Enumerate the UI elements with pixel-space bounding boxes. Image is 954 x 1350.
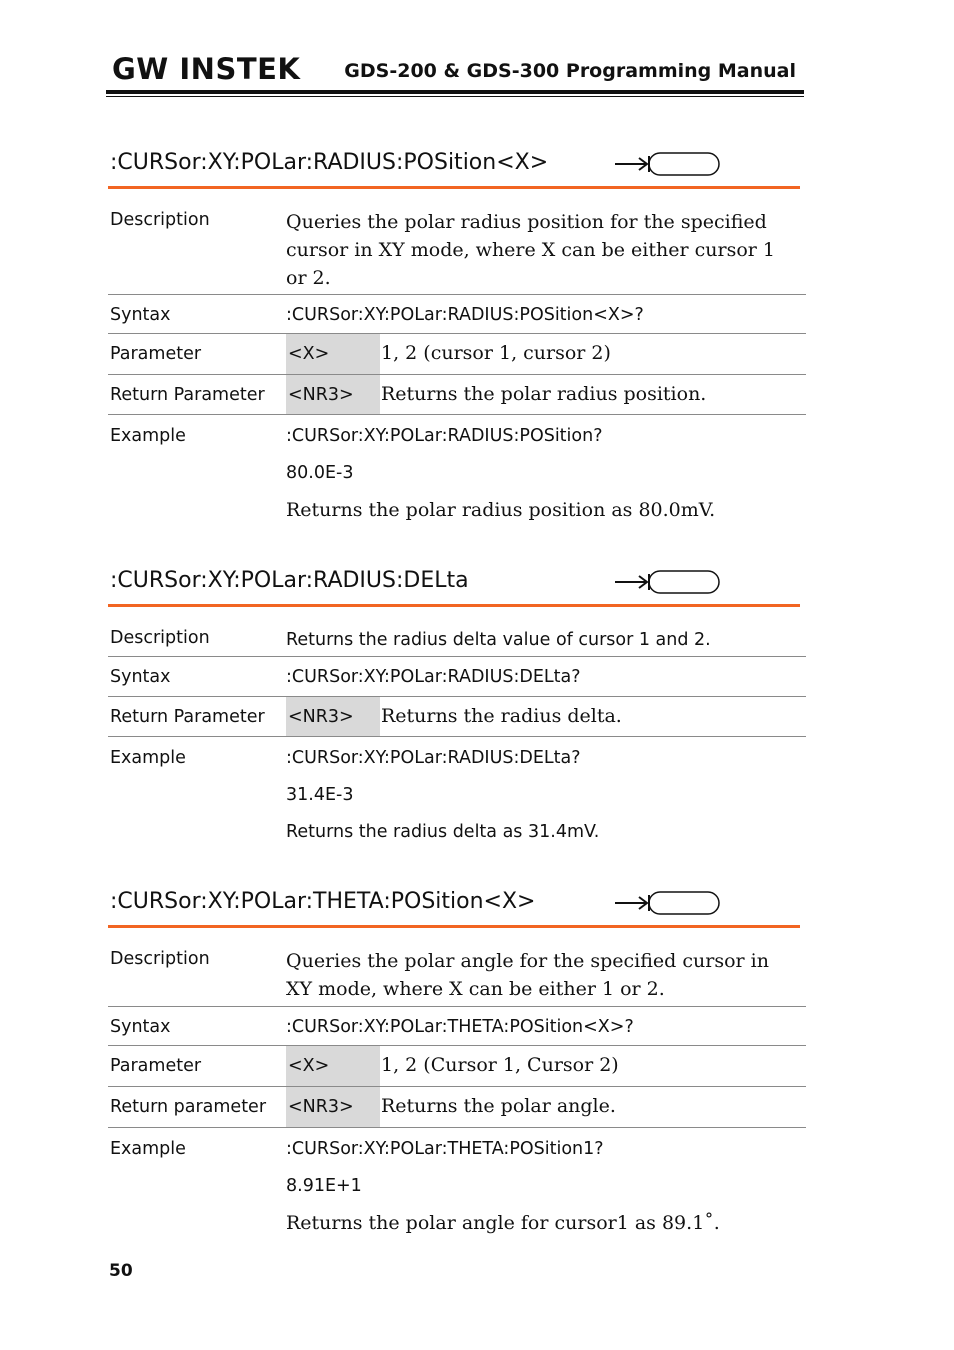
description-label: Description bbox=[110, 628, 210, 648]
example-label: Example bbox=[110, 1139, 186, 1159]
header-rule-thick bbox=[106, 90, 804, 94]
description-text: Returns the radius delta value of cursor 1 and 2. bbox=[286, 630, 711, 650]
page-number: 50 bbox=[109, 1261, 133, 1281]
syntax-row bbox=[108, 657, 806, 697]
example-command: :CURSor:XY:POLar:RADIUS:DELta? bbox=[286, 748, 581, 768]
manual-title: GDS-200 & GDS-300 Programming Manual bbox=[344, 60, 796, 82]
command-title: :CURSor:XY:POLar:THETA:POSition<X> bbox=[110, 889, 536, 914]
parameter-label: Parameter bbox=[110, 1056, 202, 1076]
return-desc: Returns the polar radius position. bbox=[381, 383, 707, 405]
command-section-radius-delta bbox=[108, 568, 806, 853]
syntax-row bbox=[108, 295, 806, 334]
syntax-row bbox=[108, 1007, 806, 1046]
description-text: Queries the polar radius position for the specified cursor in XY mode, where X can be either cursor 1 or 2. bbox=[286, 211, 775, 289]
return-type-cell bbox=[286, 1087, 380, 1127]
description-row bbox=[108, 943, 806, 1007]
return-row bbox=[108, 1087, 806, 1128]
description-row bbox=[108, 204, 806, 295]
example-value: 8.91E+1 bbox=[286, 1176, 362, 1196]
description-row bbox=[108, 622, 806, 657]
example-description: Returns the radius delta as 31.4mV. bbox=[286, 822, 600, 842]
syntax-label: Syntax bbox=[110, 667, 171, 687]
parameter-type: <X> bbox=[288, 1056, 330, 1076]
parameter-row bbox=[108, 1046, 806, 1087]
command-section-radius-position bbox=[108, 150, 806, 530]
return-type-cell bbox=[286, 697, 380, 736]
query-arrow-icon bbox=[615, 891, 721, 915]
header-rule-thin bbox=[106, 96, 804, 97]
return-label: Return Parameter bbox=[110, 385, 265, 405]
parameter-type: <X> bbox=[288, 344, 330, 364]
syntax-text: :CURSor:XY:POLar:RADIUS:DELta? bbox=[286, 667, 581, 687]
command-section-theta-position bbox=[108, 889, 806, 1244]
example-row bbox=[108, 1128, 806, 1244]
parameter-type-cell bbox=[286, 334, 380, 374]
section-underline bbox=[108, 604, 800, 607]
syntax-text: :CURSor:XY:POLar:THETA:POSition<X>? bbox=[286, 1017, 634, 1037]
example-row bbox=[108, 415, 806, 530]
command-title: :CURSor:XY:POLar:RADIUS:DELta bbox=[110, 568, 469, 593]
parameter-desc: 1, 2 (Cursor 1, Cursor 2) bbox=[381, 1054, 619, 1076]
syntax-text: :CURSor:XY:POLar:RADIUS:POSition<X>? bbox=[286, 305, 644, 325]
return-type: <NR3> bbox=[288, 385, 354, 405]
return-label: Return parameter bbox=[110, 1097, 267, 1117]
command-title: :CURSor:XY:POLar:RADIUS:POSition<X> bbox=[110, 150, 549, 175]
return-row bbox=[108, 697, 806, 737]
example-value: 80.0E-3 bbox=[286, 463, 354, 483]
query-arrow-icon bbox=[615, 152, 721, 176]
return-desc: Returns the radius delta. bbox=[381, 705, 622, 727]
example-label: Example bbox=[110, 426, 186, 446]
example-command: :CURSor:XY:POLar:THETA:POSition1? bbox=[286, 1139, 604, 1159]
example-value: 31.4E-3 bbox=[286, 785, 354, 805]
example-description: Returns the polar radius position as 80.0mV. bbox=[286, 499, 716, 521]
example-command: :CURSor:XY:POLar:RADIUS:POSition? bbox=[286, 426, 603, 446]
section-underline bbox=[108, 925, 800, 928]
parameter-type-cell bbox=[286, 1046, 380, 1086]
return-desc: Returns the polar angle. bbox=[381, 1095, 616, 1117]
return-label: Return Parameter bbox=[110, 707, 265, 727]
description-label: Description bbox=[110, 949, 210, 969]
syntax-label: Syntax bbox=[110, 305, 171, 325]
return-row bbox=[108, 375, 806, 415]
example-row bbox=[108, 737, 806, 853]
parameter-desc: 1, 2 (cursor 1, cursor 2) bbox=[381, 342, 611, 364]
syntax-label: Syntax bbox=[110, 1017, 171, 1037]
parameter-row bbox=[108, 334, 806, 375]
return-type: <NR3> bbox=[288, 1097, 354, 1117]
example-description: Returns the polar angle for cursor1 as 89.1˚. bbox=[286, 1212, 720, 1234]
query-arrow-icon bbox=[615, 570, 721, 594]
description-label: Description bbox=[110, 210, 210, 230]
example-label: Example bbox=[110, 748, 186, 768]
return-type-cell bbox=[286, 375, 380, 414]
gw-instek-logo: GW INSTEK bbox=[112, 52, 301, 86]
section-underline bbox=[108, 186, 800, 189]
return-type: <NR3> bbox=[288, 707, 354, 727]
parameter-label: Parameter bbox=[110, 344, 202, 364]
description-text: Queries the polar angle for the specified cursor in XY mode, where X can be either 1 or 2. bbox=[286, 950, 769, 1000]
page-header bbox=[106, 52, 804, 98]
